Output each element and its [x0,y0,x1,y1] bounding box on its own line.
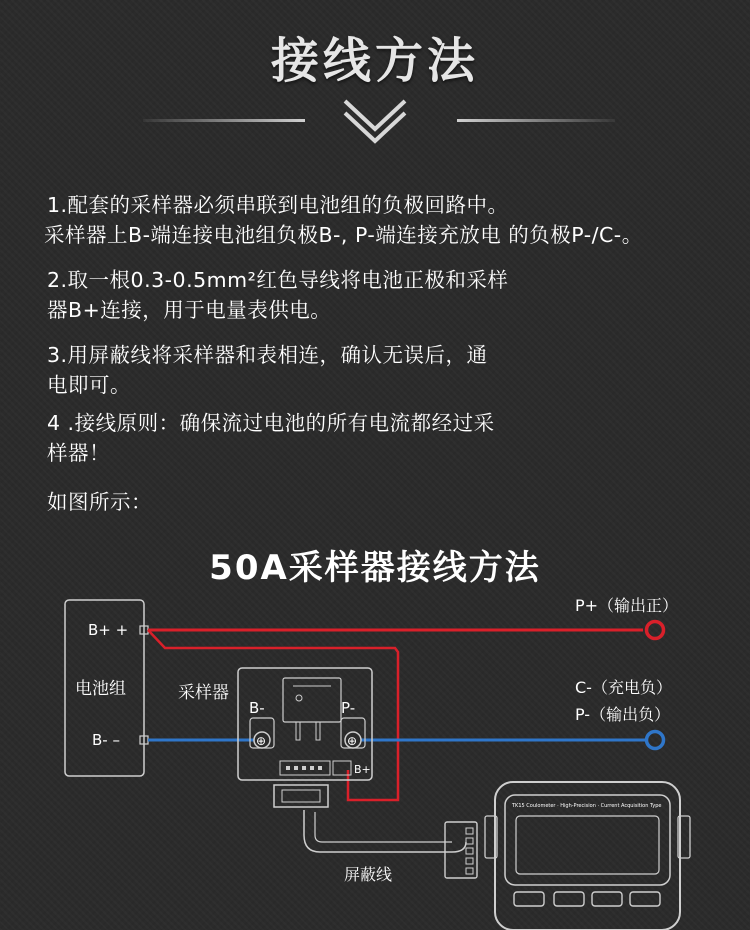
sampler-box [238,668,372,780]
instruction-1-line-2: 采样器上B-端连接电池组负极B-, P-端连接充放电 的负极P-/C-。 [44,223,643,247]
shunt-leg-right [316,722,320,740]
battery-positive-label: B+ + [88,621,129,639]
instruction-5-line-1: 如图所示： [47,490,152,514]
screw-icon: ⊕ [347,734,358,748]
output-negative-label: P-（输出负） [575,705,671,724]
meter-header-text: TK15 Coulometer · High-Precision · Current Acquisition Type [512,803,662,809]
meter-plug-pins [466,828,473,874]
output-positive-label: P+（输出正） [575,596,679,615]
screw-icon: ⊕ [256,734,267,748]
title-divider-right [457,119,615,122]
instruction-4-line-2: 样器！ [47,441,110,465]
shielded-cable [304,810,466,852]
sampler-b-plus-label: B+ [354,763,371,776]
page-title: 接线方法 [270,33,479,89]
wiring-diagram [0,590,750,930]
instruction-2-line-2: 器B+连接，用于电量表供电。 [47,298,332,322]
battery-label: 电池组 [75,679,126,699]
instruction-1-line-1: 1.配套的采样器必须串联到电池组的负极回路中。 [47,193,509,217]
connector-pins [286,766,322,770]
sampler-label: 采样器 [178,683,229,703]
output-positive-terminal [647,622,664,639]
sampler-shunt [283,678,341,722]
output-charge-negative-label: C-（充电负） [575,678,672,697]
shielded-cable-label: 屏蔽线 [344,865,393,884]
instruction-2 [47,265,508,325]
shunt-dot [296,695,302,701]
instruction-3 [47,340,488,400]
plug-inner [282,790,320,802]
instruction-2-line-1: 2.取一根0.3-0.5mm²红色导线将电池正极和采样 [47,268,509,292]
diagram-title: 50A采样器接线方法 [209,548,541,588]
instruction-4 [47,408,495,468]
shielded-cable-inner [315,812,452,842]
battery-negative-label: B- – [92,731,120,749]
instruction-4-line-1: 4 .接线原则：确保流过电池的所有电流都经过采 [47,411,495,435]
output-negative-terminal [647,732,664,749]
shunt-leg-left [296,722,300,740]
instruction-5 [47,487,152,517]
sampler-p-minus-label: P- [341,699,356,717]
sampler-b-minus-label: B- [249,699,265,717]
instruction-3-line-1: 3.用屏蔽线将采样器和表相连，确认无误后，通 [47,343,488,367]
title-divider-left [143,119,305,122]
instruction-3-line-2: 电即可。 [47,373,131,397]
instruction-1 [44,190,643,250]
chevron-down-icon [339,95,411,145]
